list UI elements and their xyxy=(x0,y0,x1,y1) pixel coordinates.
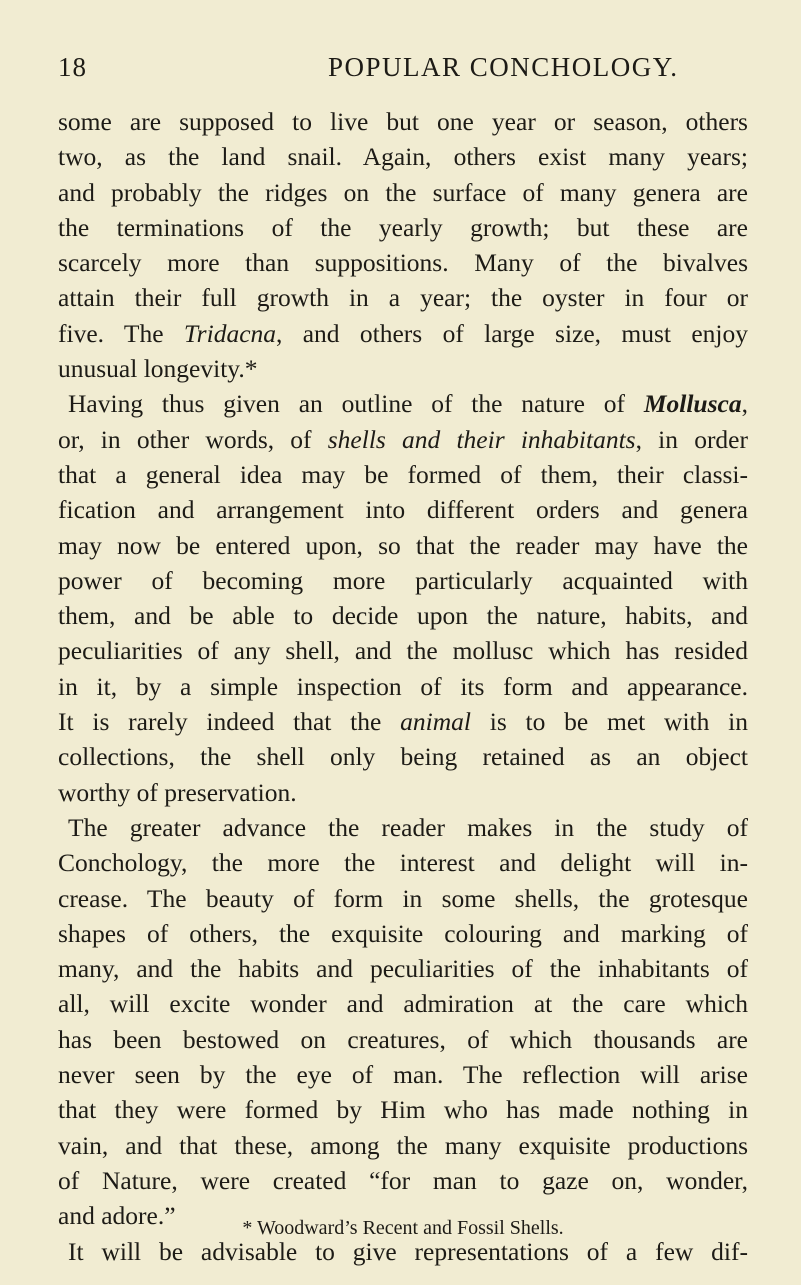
text-line: five. The Tridacna, and others of large size, must enjoy xyxy=(58,318,748,348)
text-line: two, as the land snail. Again, others exist many years; xyxy=(58,142,748,172)
text-line: some are supposed to live but one year or season, others xyxy=(58,107,748,136)
text-line: The greater advance the reader makes in the study of xyxy=(68,812,748,842)
text-line: has been bestowed on creatures, of which thousands are xyxy=(58,1024,748,1054)
text-line: Conchology, the more the interest and delight will in- xyxy=(58,848,748,878)
text-line: It is rarely indeed that the animal is to be met with in xyxy=(58,707,748,737)
text-line: peculiarities of any shell, and the mollusc which has resided xyxy=(58,636,748,666)
text-line: Having thus given an outline of the nature of Mollusca, xyxy=(68,389,748,419)
text-line: fication and arrangement into different orders and genera xyxy=(58,495,748,525)
text-line: that a general idea may be formed of them, their classi- xyxy=(58,459,748,489)
text-line: never seen by the eye of man. The reflection will arise xyxy=(58,1060,748,1090)
text-line: worthy of preservation. xyxy=(58,777,297,807)
running-title: POPULAR CONCHOLOGY. xyxy=(328,52,679,82)
text-line: all, will excite wonder and admiration at the care which xyxy=(58,989,748,1019)
text-line: that they were formed by Him who has made nothing in xyxy=(58,1095,748,1125)
text-line: the terminations of the yearly growth; but these are xyxy=(58,212,748,242)
text-line: and probably the ridges on the surface of many genera are xyxy=(58,177,748,207)
footnote: * Woodward’s Recent and Fossil Shells. xyxy=(242,1217,564,1239)
text-line: in it, by a simple inspection of its form and appearance. xyxy=(58,671,748,701)
text-line: It will be advisable to give representations of a few dif- xyxy=(68,1236,748,1266)
page-number: 18 xyxy=(58,52,87,82)
text-line: crease. The beauty of form in some shells, the grotesque xyxy=(58,883,748,913)
text-line: many, and the habits and peculiarities of the inhabitants of xyxy=(58,954,748,984)
text-line: and adore.” xyxy=(58,1201,176,1231)
text-line: of Nature, were created “for man to gaze on, wonder, xyxy=(58,1165,748,1195)
text-line: vain, and that these, among the many exquisite productions xyxy=(58,1130,748,1160)
text-line: shapes of others, the exquisite colouring and marking of xyxy=(58,918,748,948)
text-line: power of becoming more particularly acquainted with xyxy=(58,565,748,595)
text-line: collections, the shell only being retained as an object xyxy=(58,742,748,772)
text-line: scarcely more than suppositions. Many of the bivalves xyxy=(58,248,748,278)
page-header xyxy=(58,52,748,92)
text-line: attain their full growth in a year; the oyster in four or xyxy=(58,283,748,313)
text-line: may now be entered upon, so that the reader may have the xyxy=(58,530,748,560)
text-line: unusual longevity.* xyxy=(58,354,258,384)
text-line: them, and be able to decide upon the nature, habits, and xyxy=(58,601,748,631)
text-line: or, in other words, of shells and their inhabitants, in order xyxy=(58,424,748,454)
body-text xyxy=(58,104,748,1269)
